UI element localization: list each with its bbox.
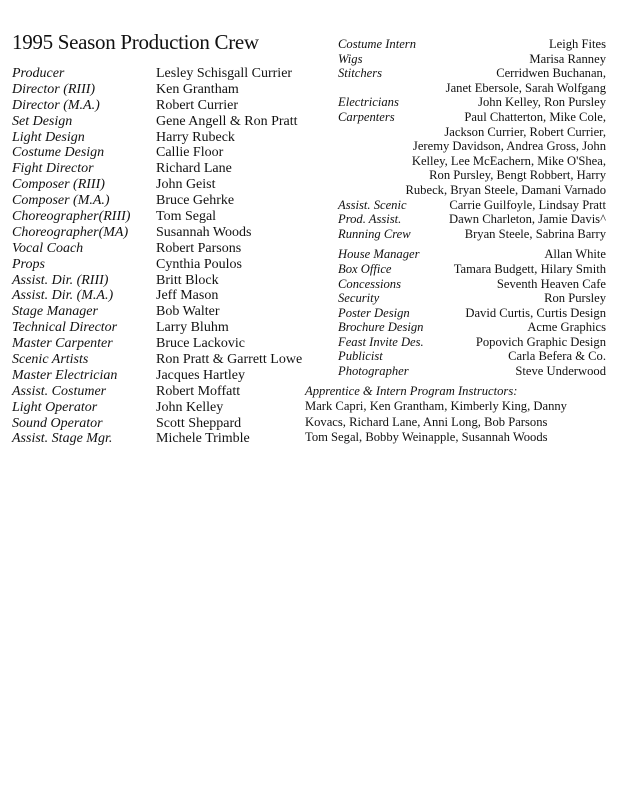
crew-role: Electricians [338, 95, 399, 110]
crew-row [338, 66, 606, 95]
crew-row [338, 212, 606, 227]
crew-row [12, 304, 332, 320]
crew-name-line: Ron Pursley [544, 291, 606, 306]
crew-name-line: John Kelley, Ron Pursley [478, 95, 606, 110]
crew-role: Feast Invite Des. [338, 334, 424, 349]
crew-role: Assist. Scenic [338, 197, 407, 212]
crew-role: Director (RIII) [12, 81, 96, 97]
crew-name-line: Carla Befera & Co. [508, 349, 606, 364]
crew-name-line: Seventh Heaven Cafe [496, 276, 606, 291]
crew-row [338, 227, 606, 242]
crew-row [12, 257, 332, 273]
crew-role: House Manager [338, 247, 420, 262]
crew-row [12, 416, 332, 432]
crew-role: Master Electrician [12, 367, 118, 383]
crew-role: Assist. Dir. (M.A.) [12, 288, 114, 304]
crew-name-line: Marisa Ranney [529, 51, 606, 66]
crew-role: Assist. Dir. (RIII) [12, 272, 109, 288]
crew-role: Brochure Design [338, 320, 424, 335]
crew-row [12, 161, 332, 177]
crew-row [338, 110, 606, 198]
crew-row [12, 177, 332, 193]
crew-name-line: Leigh Fites [548, 37, 606, 51]
crew-row [338, 37, 606, 52]
instructors-line: Tom Segal, Bobby Weinapple, Susannah Woods [305, 429, 548, 444]
crew-role: Photographer [338, 364, 409, 379]
crew-row [12, 114, 332, 130]
crew-role: Box Office [338, 261, 392, 276]
crew-role: Assist. Stage Mgr. [12, 431, 113, 447]
crew-row [338, 291, 606, 306]
crew-role: Sound Operator [12, 415, 103, 431]
crew-name-line: Jackson Currier, Robert Currier, [444, 124, 606, 139]
instructors-heading: Apprentice & Intern Program Instructors: [305, 384, 518, 398]
crew-role: Light Operator [12, 399, 98, 415]
crew-row [12, 352, 332, 368]
crew-role: Costume Design [12, 145, 105, 161]
crew-role: Light Design [12, 129, 85, 145]
crew-name: Bob Walter [156, 304, 220, 320]
crew-name: John Kelley [156, 399, 224, 415]
crew-name-line: Tamara Budgett, Hilary Smith [453, 261, 606, 276]
crew-name: Lesley Schisgall Currier [156, 66, 293, 81]
instructors-line: Mark Capri, Ken Grantham, Kimberly King, Danny [305, 399, 567, 414]
right-crew-list [338, 37, 606, 379]
crew-name-line: Jeremy Davidson, Andrea Gross, John [412, 139, 606, 154]
crew-name-line: Steve Underwood [515, 364, 606, 379]
crew-row [338, 247, 606, 262]
crew-row [338, 306, 606, 321]
crew-name-line: Popovich Graphic Design [475, 334, 606, 349]
crew-row [12, 336, 332, 352]
crew-role: Vocal Coach [12, 240, 84, 256]
crew-name: Bruce Gehrke [156, 193, 235, 209]
crew-row [12, 400, 332, 416]
crew-name-line: Allan White [544, 247, 606, 262]
crew-name: Britt Block [156, 272, 219, 288]
crew-role: Choreographer(MA) [12, 224, 129, 240]
crew-row [338, 320, 606, 335]
crew-name: Larry Bluhm [156, 320, 229, 336]
crew-name-line: Bryan Steele, Sabrina Barry [464, 226, 606, 241]
crew-role: Scenic Artists [12, 352, 89, 368]
crew-row [12, 66, 332, 82]
crew-name-line: Ron Pursley, Bengt Robbert, Harry [429, 168, 606, 183]
crew-name-line: Acme Graphics [527, 320, 606, 335]
crew-row [12, 82, 332, 98]
crew-role: Security [338, 291, 380, 306]
crew-role: Running Crew [338, 226, 411, 241]
crew-row [338, 52, 606, 67]
crew-role: Wigs [338, 51, 363, 66]
crew-role: Fight Director [12, 161, 94, 177]
crew-row [12, 368, 332, 384]
left-crew-list [12, 66, 332, 447]
crew-role: Props [12, 256, 45, 272]
crew-row [12, 145, 332, 161]
crew-row [12, 225, 332, 241]
crew-role: Director (M.A.) [12, 97, 100, 113]
crew-role: Publicist [338, 349, 383, 364]
crew-name-line: Paul Chatterton, Mike Cole, [464, 109, 606, 124]
crew-name: Callie Floor [156, 145, 224, 161]
crew-role: Master Carpenter [12, 336, 113, 352]
crew-row [12, 193, 332, 209]
crew-row [338, 262, 606, 277]
crew-row [338, 364, 606, 379]
crew-name: Michele Trimble [156, 431, 250, 447]
crew-name: Cynthia Poulos [156, 256, 242, 272]
crew-name-line: Cerridwen Buchanan, [496, 66, 606, 81]
crew-name-line: Rubeck, Bryan Steele, Damani Varnado [405, 182, 606, 197]
crew-row [338, 277, 606, 292]
crew-name-line: Kelley, Lee McEachern, Mike O'Shea, [411, 153, 606, 168]
instructors-block [305, 384, 605, 445]
crew-row [12, 241, 332, 257]
crew-row [12, 98, 332, 114]
crew-role: Producer [12, 66, 65, 81]
crew-name-line: Janet Ebersole, Sarah Wolfgang [445, 80, 606, 95]
crew-name: Ron Pratt & Garrett Lowe [156, 352, 303, 368]
crew-name: Scott Sheppard [156, 415, 242, 431]
crew-row [12, 209, 332, 225]
crew-name: Tom Segal [156, 209, 217, 225]
crew-row [338, 335, 606, 350]
crew-names [338, 52, 606, 67]
crew-row [338, 198, 606, 213]
crew-name: Bruce Lackovic [156, 336, 246, 352]
crew-name: Robert Currier [156, 97, 239, 113]
crew-row [12, 130, 332, 146]
crew-row [338, 349, 606, 364]
crew-row [12, 288, 332, 304]
crew-row [12, 273, 332, 289]
crew-name: Ken Grantham [156, 81, 239, 97]
crew-role: Prod. Assist. [338, 212, 402, 227]
crew-role: Composer (M.A.) [12, 193, 110, 209]
crew-role: Concessions [338, 276, 401, 291]
crew-role: Choreographer(RIII) [12, 209, 131, 225]
crew-role: Set Design [12, 113, 73, 129]
crew-name: Jacques Hartley [156, 367, 246, 383]
page-title: 1995 Season Production Crew [12, 30, 259, 54]
crew-name-line: David Curtis, Curtis Design [465, 305, 606, 320]
crew-name: John Geist [156, 177, 216, 193]
crew-role: Carpenters [338, 109, 395, 124]
crew-name: Gene Angell & Ron Pratt [156, 113, 298, 129]
crew-role: Technical Director [12, 320, 118, 336]
crew-name-line: Dawn Charleton, Jamie Davis^ [449, 212, 606, 227]
crew-role: Poster Design [338, 305, 410, 320]
crew-name: Richard Lane [156, 161, 232, 177]
crew-name: Susannah Woods [156, 224, 252, 240]
crew-row [12, 320, 332, 336]
crew-role: Costume Intern [338, 37, 417, 51]
crew-name: Robert Moffatt [156, 383, 241, 399]
crew-name-line: Carrie Guilfoyle, Lindsay Pratt [449, 197, 606, 212]
crew-name: Robert Parsons [156, 240, 242, 256]
crew-name: Jeff Mason [156, 288, 219, 304]
crew-role: Stage Manager [12, 304, 98, 320]
crew-row [12, 431, 332, 447]
crew-row [12, 384, 332, 400]
crew-role: Assist. Costumer [12, 383, 107, 399]
crew-row [338, 95, 606, 110]
instructors-line: Kovacs, Richard Lane, Anni Long, Bob Parsons [305, 414, 548, 429]
crew-role: Stitchers [338, 66, 383, 81]
crew-name: Harry Rubeck [156, 129, 235, 145]
crew-role: Composer (RIII) [12, 177, 105, 193]
